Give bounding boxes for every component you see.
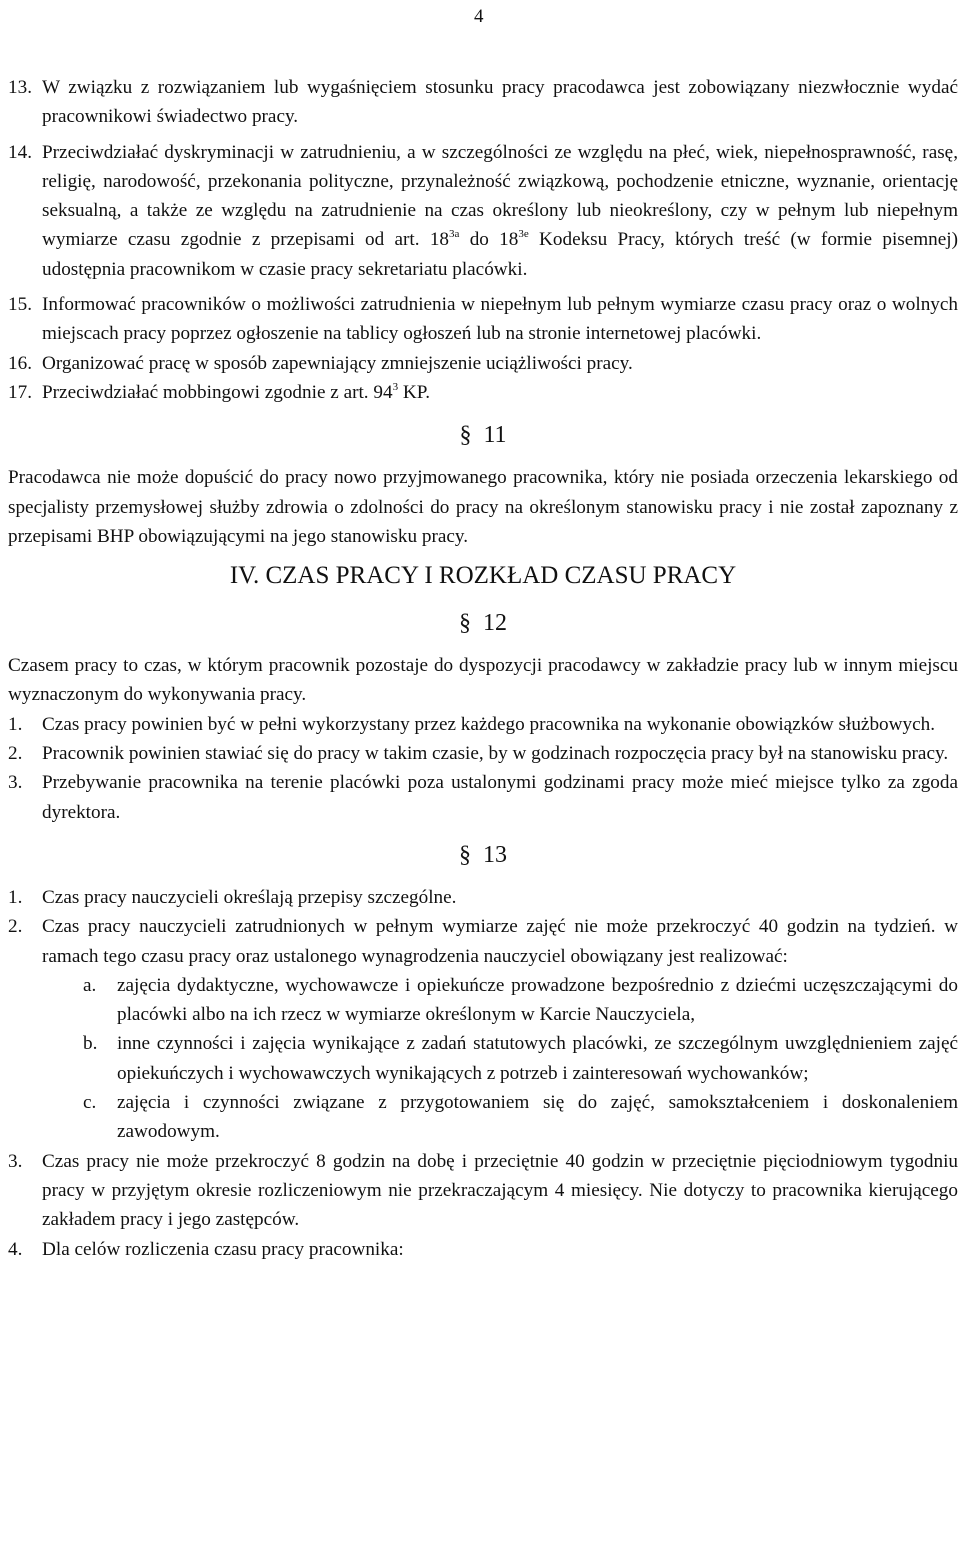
item-letter: a. [83, 974, 97, 996]
sub-list-item [8, 1029, 958, 1088]
item-letter: b. [83, 1033, 98, 1055]
section-heading-11 [8, 415, 958, 455]
document-body [8, 73, 958, 1264]
item-number: 1. [8, 886, 23, 908]
list-item [8, 768, 958, 827]
item-text: Informować pracowników o możliwości zatrudnienia w niepełnym lub pełnym wymiarze czasu pracy oraz o wolnych miejscach pracy poprzez ogłoszenie na tablicy ogłoszeń lub na stronie internetowej placówki. [42, 294, 958, 345]
list-item [8, 912, 958, 971]
item-text: Organizować pracę w sposób zapewniający zmniejszenie uciążliwości pracy. [42, 352, 633, 374]
list-item-15 [8, 290, 958, 349]
item-text: zajęcia i czynności związane z przygotowaniem się do zajęć, samokształceniem i doskonaleniem zawodowym. [117, 1092, 958, 1143]
list-item [8, 739, 958, 768]
item-text: Kodeksu Pracy, których treść (w formie pisemnej) udostępnia pracownikom w czasie pracy sekretariatu placówki. [42, 229, 959, 280]
list-item [8, 710, 958, 739]
item-number: 4. [8, 1238, 23, 1260]
list-item [8, 1147, 958, 1235]
item-number: 2. [8, 743, 23, 765]
item-text: Przeciwdziałać dyskryminacji w zatrudnieniu, a w szczególności ze względu na płeć, wiek, niepełnosprawność, rasę, religię, narodowość, przekonania polityczne, przynależność związkową, pochodzenie etniczne, wyznanie, orientację seksualną, a także ze względu na zatrudnienie na czas określony lub nieokreślony, czy w pełnym lub niepełnym wymiarze czasu zgodnie z przepisami od art. 18 [42, 141, 958, 251]
section-number: 12 [483, 610, 507, 637]
list-item [8, 1235, 958, 1264]
item-number: 15. [8, 294, 32, 316]
sub-list-item [8, 1088, 958, 1147]
list-item [8, 883, 958, 912]
item-letter: c. [83, 1092, 97, 1114]
list-item-16 [8, 349, 958, 378]
page-number: 4 [474, 6, 484, 27]
item-number: 3. [8, 772, 23, 794]
section-symbol: § [459, 610, 471, 637]
item-text: Czas pracy nie może przekroczyć 8 godzin na dobę i przeciętnie 40 godzin w przeciętnie pięciodniowym tygodniu pracy w przyjętym okresie rozliczeniowym nie przekraczającym 4 miesięcy. Nie dotyczy to pracownika kierującego zakładem pracy i jego zastępców. [42, 1150, 958, 1231]
superscript: 3a [449, 228, 460, 241]
item-text: Przeciwdziałać mobbingowi zgodnie z art. 94 [42, 381, 393, 403]
item-number: 14. [8, 141, 32, 163]
item-number: 17. [8, 381, 32, 403]
list-item-13 [8, 73, 958, 132]
section-number: 13 [483, 841, 507, 868]
superscript: 3e [518, 228, 529, 241]
item-text: Czas pracy nauczycieli zatrudnionych w pełnym wymiarze zajęć nie może przekroczyć 40 godzin na tydzień. w ramach tego czasu pracy oraz ustalonego wynagrodzenia nauczyciel obowiązany jest realizować: [42, 916, 958, 967]
item-text: zajęcia dydaktyczne, wychowawcze i opiekuńcze prowadzone bezpośrednio z dziećmi uczęszczającymi do placówki albo na ich rzecz w wymiarze określonym w Karcie Nauczyciela, [117, 974, 958, 1026]
item-text: Czas pracy nauczycieli określają przepisy szczególne. [42, 886, 457, 908]
item-text: KP. [398, 381, 431, 403]
item-number: 13. [8, 77, 32, 98]
item-text: Przebywanie pracownika na terenie placówki poza ustalonymi godzinami pracy może mieć miejsce tylko za zgoda dyrektora. [42, 772, 958, 823]
section-heading-13 [8, 835, 958, 875]
item-number: 1. [8, 713, 23, 735]
item-text: Pracownik powinien stawiać się do pracy w takim czasie, by w godzinach rozpoczęcia pracy był na stanowisku pracy. [42, 743, 949, 765]
item-text: Dla celów rozliczenia czasu pracy pracownika: [42, 1238, 404, 1260]
item-text: W związku z rozwiązaniem lub wygaśnięciem stosunku pracy pracodawca jest zobowiązany niezwłocznie wydać pracownikowi świadectwo pracy. [42, 77, 958, 128]
item-text: Czas pracy powinien być w pełni wykorzystany przez każdego pracownika na wykonanie obowiązków służbowych. [42, 713, 935, 735]
superscript: 3 [392, 380, 399, 393]
section-symbol: § [459, 841, 471, 868]
item-text: do 18 [459, 229, 519, 251]
section-11-paragraph: Pracodawca nie może dopuścić do pracy nowo przyjmowanego pracownika, który nie posiada orzeczenia lekarskiego od specjalisty przemysłowej służby zdrowia o zdolności do pracy na określonym stanowisku pracy i nie został zapoznany z przepisami BHP obowiązującymi na jego stanowisku pracy. [8, 467, 958, 547]
list-item-14 [8, 138, 958, 284]
item-number: 16. [8, 352, 32, 374]
section-symbol: § [459, 422, 472, 449]
sub-list-item [8, 971, 958, 1030]
item-number: 2. [8, 916, 23, 938]
item-number: 3. [8, 1150, 23, 1172]
chapter-heading: IV. CZAS PRACY I ROZKŁAD CZASU PRACY [229, 562, 737, 590]
section-number: 11 [483, 422, 507, 449]
list-item-17 [8, 378, 958, 407]
section-12-paragraph: Czasem pracy to czas, w którym pracownik pozostaje do dyspozycji pracodawcy w zakładzie pracy lub w innym miejscu wyznaczonym do wykonywania pracy. [8, 655, 958, 706]
section-heading-12 [8, 603, 958, 643]
item-text: inne czynności i zajęcia wynikające z zadań statutowych placówki, ze szczególnym uwzględnieniem zajęć opiekuńczych i wychowawczych wynikających z potrzeb i zainteresowań wychowanków; [117, 1033, 958, 1084]
